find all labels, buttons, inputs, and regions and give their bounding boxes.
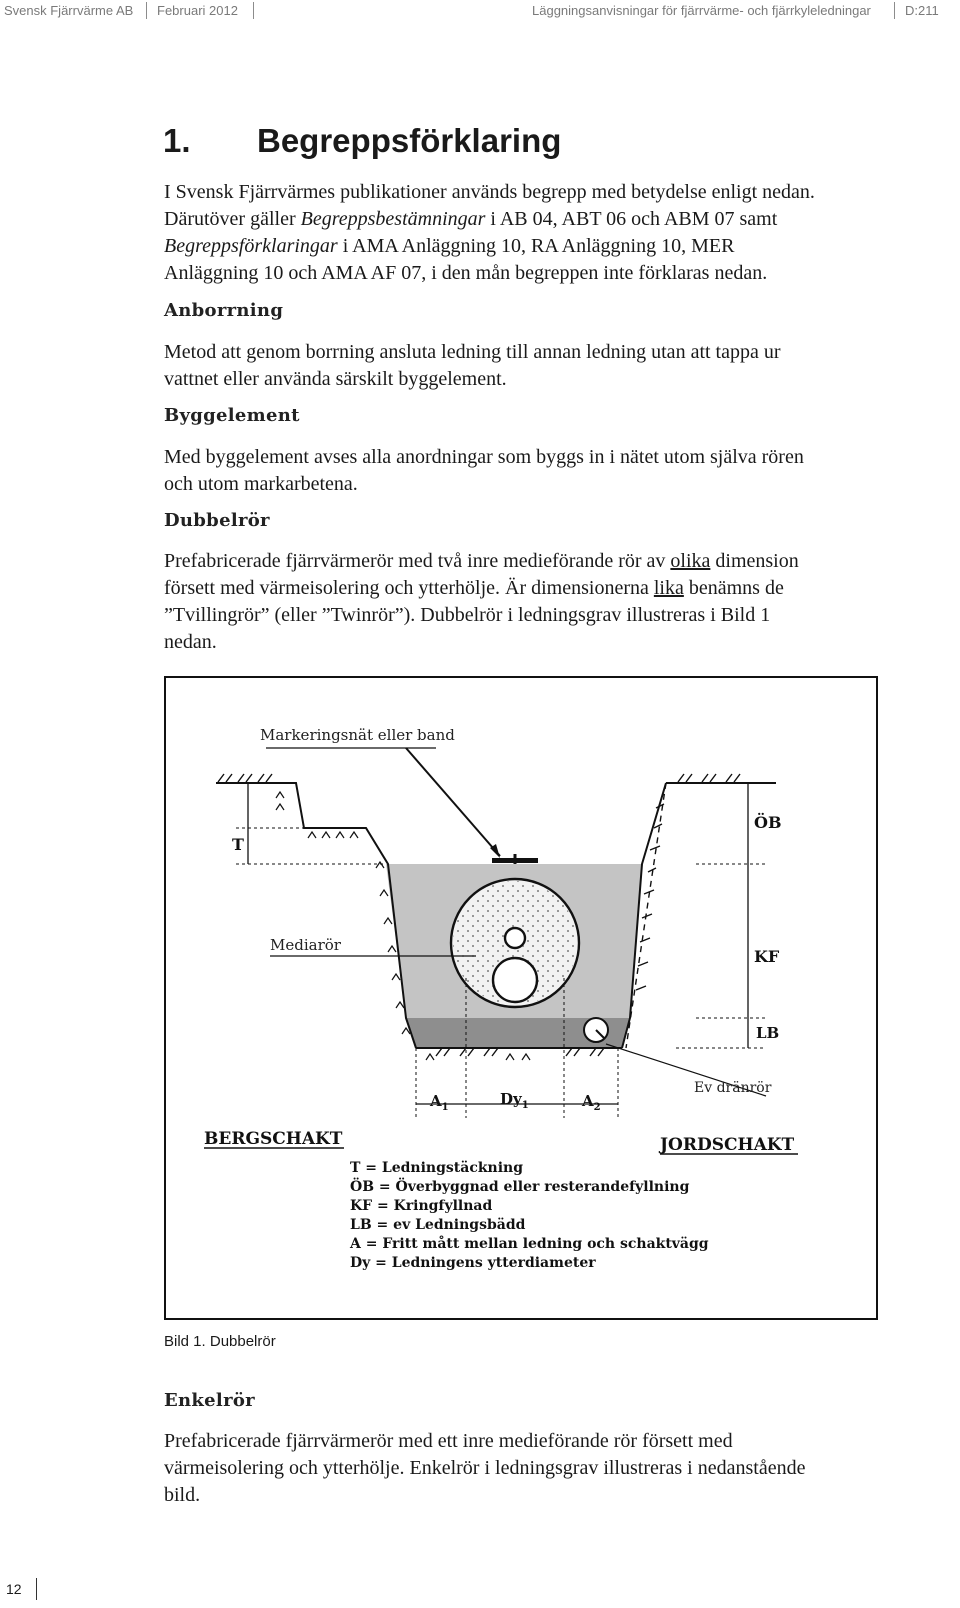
definition-line: ”Tvillingrör” (eller ”Twinrör”). Dubbelrör i ledningsgrav illustreras i Bild 1 — [164, 604, 771, 626]
definition-underline: olika — [670, 550, 711, 572]
definition-underline: lika — [653, 577, 684, 599]
definition-text: benämns de — [683, 577, 784, 599]
label-lb: LB — [756, 1024, 780, 1042]
intro-line — [164, 233, 734, 260]
definition-line: bild. — [164, 1484, 201, 1506]
header-doc-code: D:211 — [905, 3, 939, 18]
header-divider — [146, 2, 147, 19]
header-divider — [894, 2, 895, 19]
intro-line — [164, 260, 767, 287]
definition-line: nedan. — [164, 631, 217, 653]
intro-line — [164, 206, 777, 233]
term-heading: Anborrning — [164, 300, 284, 321]
label-mediaror: Mediarör — [270, 936, 341, 954]
definition-line: värmeisolering och ytterhölje. Enkelrör i ledningsgrav illustreras i nedanstående — [164, 1457, 806, 1479]
term-heading: Dubbelrör — [164, 510, 270, 531]
label-ob: ÖB — [754, 813, 782, 832]
definition-text: Prefabricerade fjärrvärmerör med två inre medieförande rör av — [164, 550, 671, 572]
section-title: Begreppsförklaring — [257, 122, 562, 159]
definition-line — [164, 548, 799, 575]
page-header — [0, 0, 960, 22]
definition-line: och utom markarbetena. — [164, 473, 358, 495]
legend-item: A = Fritt mått mellan ledning och schaktvägg — [350, 1236, 709, 1252]
legend-item: Dy = Ledningens ytterdiameter — [350, 1255, 596, 1271]
definition-line — [164, 575, 784, 602]
header-document-title: Läggningsanvisningar för fjärrvärme- och fjärrkyleledningar — [532, 3, 871, 18]
label-t: T — [232, 835, 244, 854]
intro-text: Därutöver gäller — [164, 208, 301, 230]
definition-line: vattnet eller använda särskilt byggelement. — [164, 368, 507, 390]
intro-line — [164, 179, 815, 206]
label-a1: $A_1$ — [430, 1092, 449, 1113]
intro-text: Anläggning 10 och AMA AF 07, i den mån begreppen inte förklaras nedan. — [164, 262, 768, 284]
header-divider — [253, 2, 254, 19]
label-bergschakt: BERGSCHAKT — [204, 1129, 343, 1149]
media-pipe-large — [493, 958, 537, 1002]
legend-item: ÖB = Överbyggnad eller resterandefyllning — [350, 1179, 690, 1195]
header-company: Svensk Fjärrvärme AB — [4, 3, 134, 18]
legend-item: LB = ev Ledningsbädd — [350, 1217, 526, 1233]
legend-item: KF = Kringfyllnad — [350, 1198, 493, 1214]
intro-italic: Begreppsförklaringar — [164, 235, 338, 257]
label-jordschakt: JORDSCHAKT — [660, 1135, 795, 1155]
marking-leader — [406, 748, 500, 856]
legend — [349, 1160, 709, 1271]
label-dy1: $Dy_1$ — [500, 1090, 529, 1111]
term-heading: Byggelement — [164, 405, 300, 426]
label-drain: Ev dränrör — [694, 1080, 772, 1096]
page-number: 12 — [6, 1581, 22, 1597]
intro-text: i AB 04, ABT 06 och ABM 07 samt — [485, 208, 778, 230]
legend-item: T = Ledningstäckning — [350, 1160, 524, 1176]
definition-line: Prefabricerade fjärrvärmerör med ett inre medieförande rör försett med — [164, 1430, 733, 1452]
definition-line: Med byggelement avses alla anordningar som byggs in i nätet utom själva rören — [164, 446, 804, 468]
label-marking: Markeringsnät eller band — [260, 726, 455, 744]
media-pipe-small — [505, 928, 525, 948]
bergschakt-wall — [216, 783, 416, 1048]
intro-text: I Svensk Fjärrvärmes publikationer används begrepp med betydelse enligt nedan. — [164, 181, 815, 203]
intro-italic: Begreppsbestämningar — [300, 208, 486, 230]
section-heading — [163, 122, 561, 160]
label-kf: KF — [754, 947, 780, 966]
header-date: Februari 2012 — [157, 3, 238, 18]
definition-line: Metod att genom borrning ansluta ledning till annan ledning utan att tappa ur — [164, 341, 781, 363]
intro-text: i AMA Anläggning 10, RA Anläggning 10, MER — [337, 235, 735, 257]
section-number: 1. — [163, 122, 191, 159]
label-a2: $A_2$ — [582, 1092, 601, 1113]
trench-diagram-svg — [166, 678, 880, 1322]
definition-text: försett med värmeisolering och ytterhölje. Är dimensionerna — [164, 577, 654, 599]
footer-divider — [36, 1578, 37, 1600]
term-heading: Enkelrör — [164, 1390, 255, 1411]
figure-caption: Bild 1. Dubbelrör — [164, 1333, 276, 1350]
definition-text: dimension — [710, 550, 799, 572]
trench-diagram — [164, 676, 878, 1320]
